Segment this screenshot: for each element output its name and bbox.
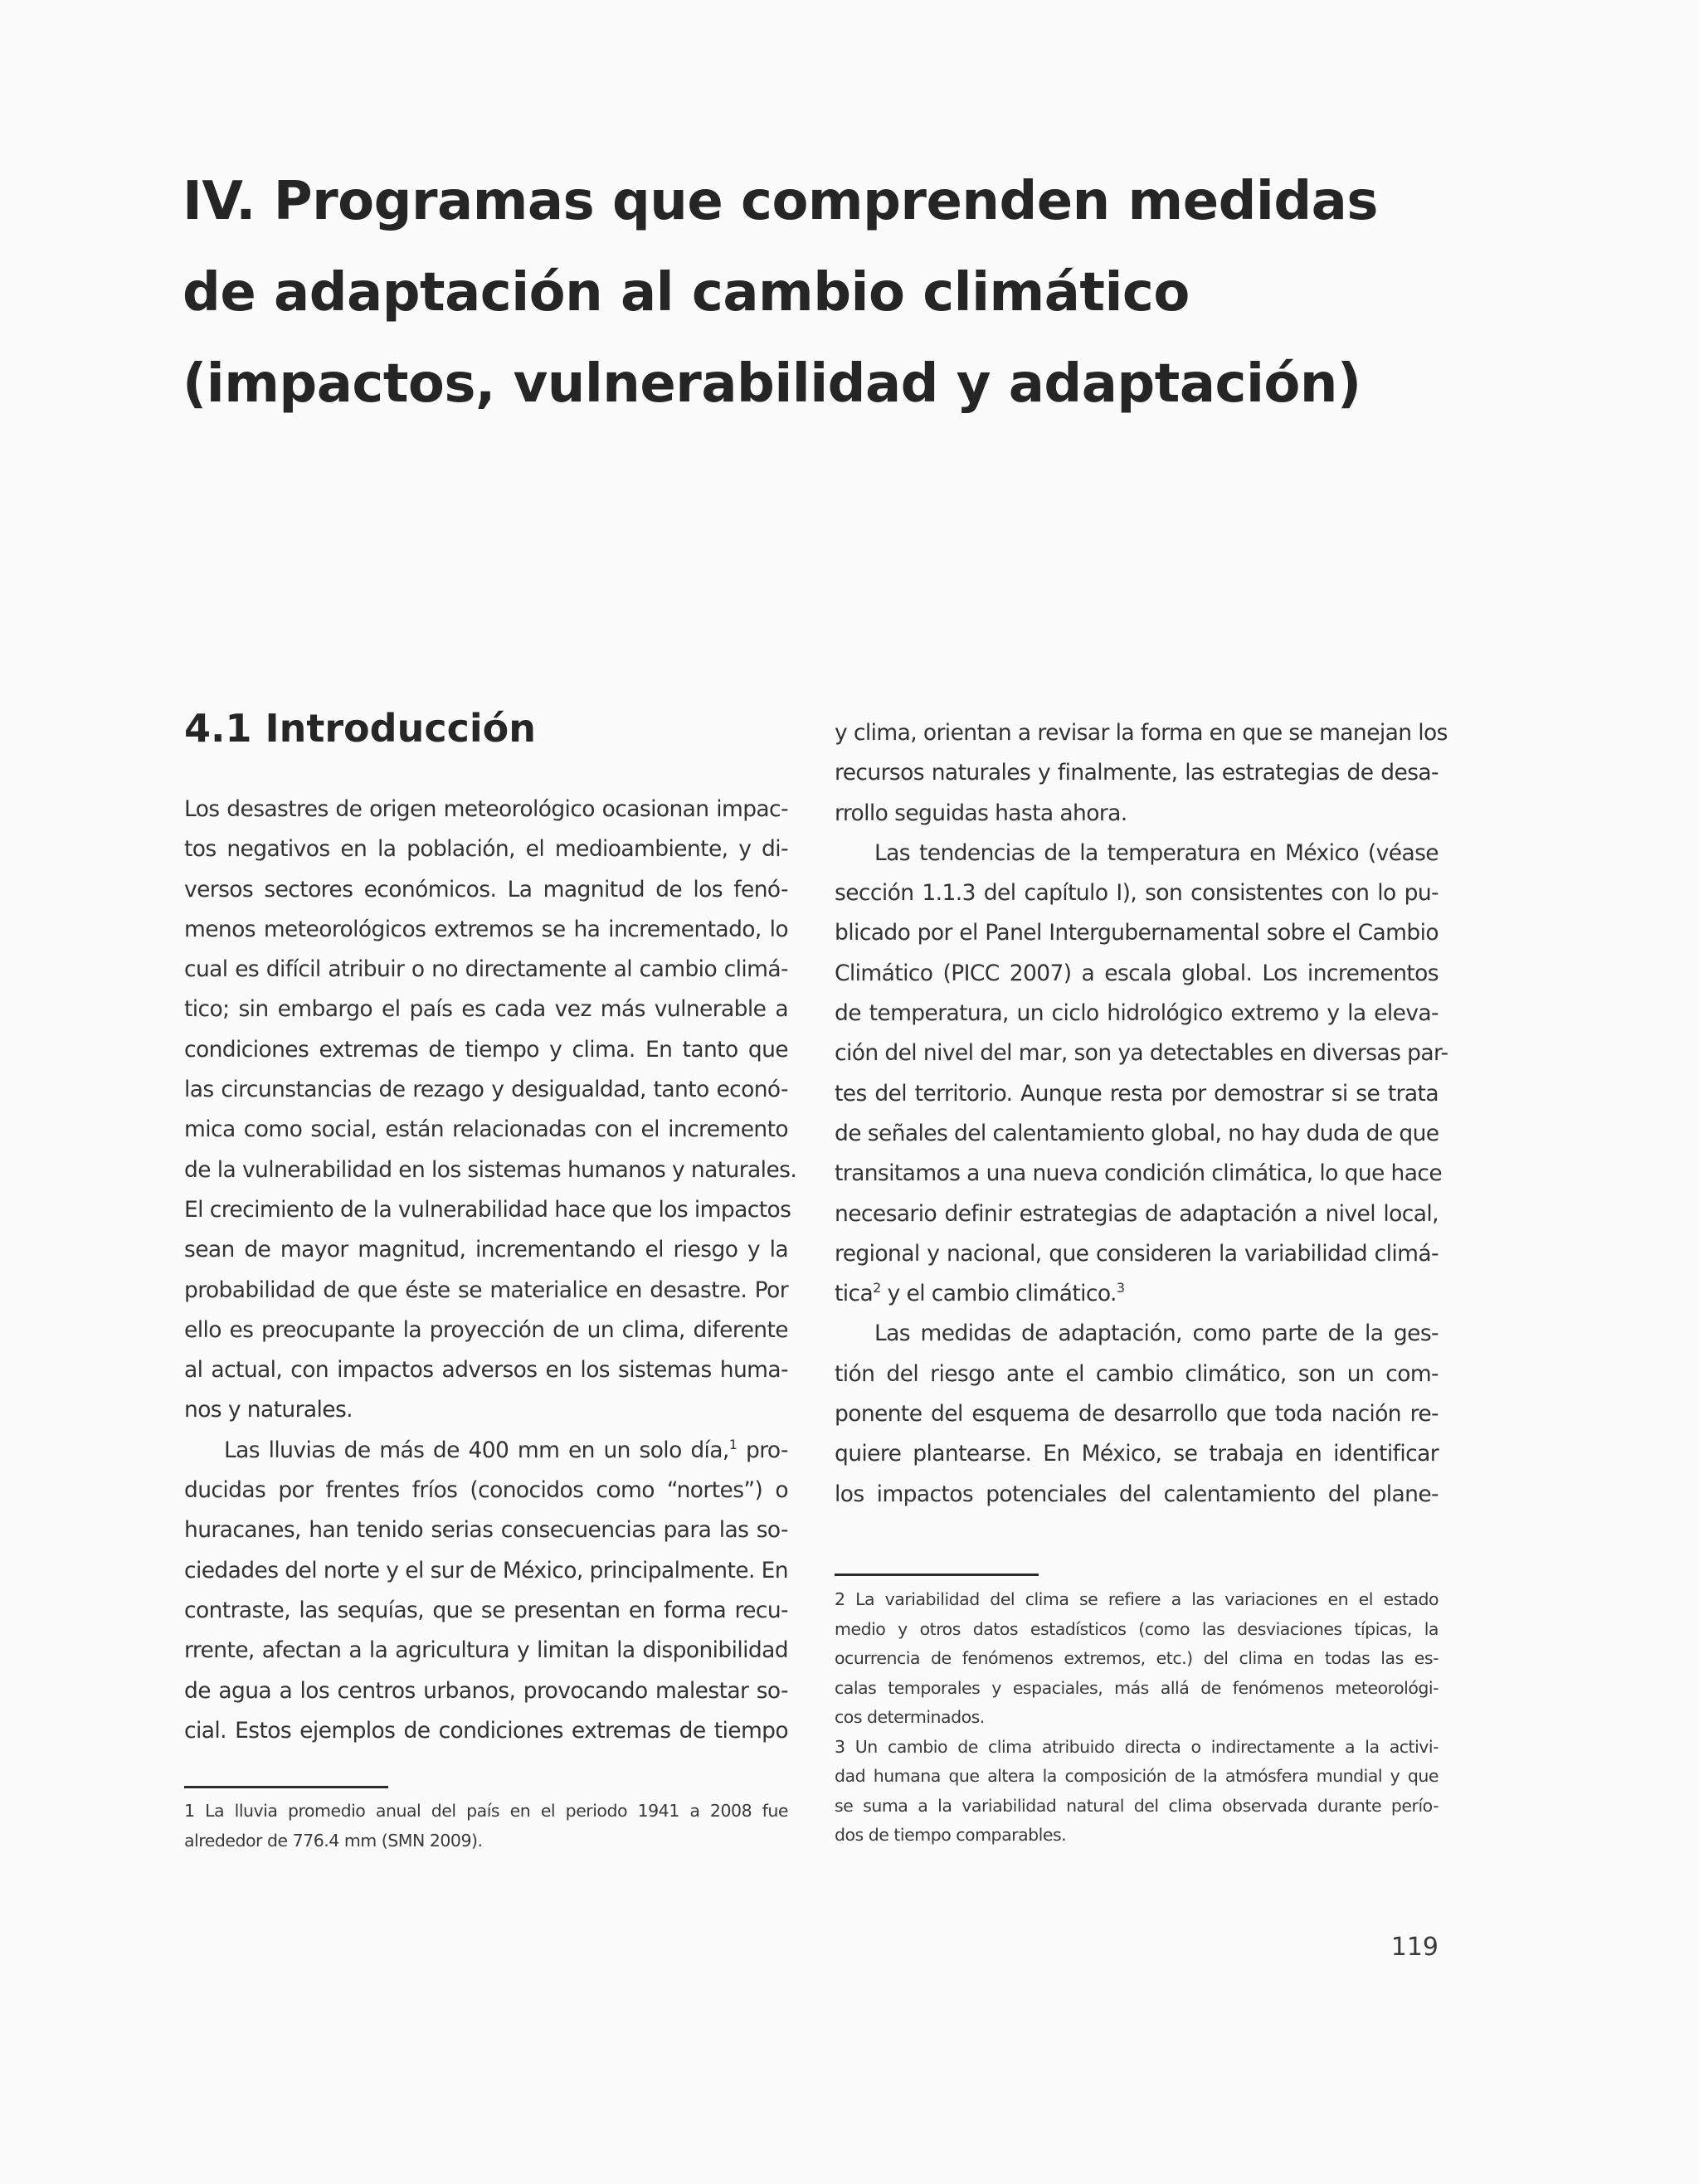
- text-line: las circunstancias de rezago y desigualdad, tanto econó-: [184, 1077, 788, 1103]
- text-line: de señales del calentamiento global, no hay duda de que: [835, 1120, 1439, 1146]
- text-fragment: tica: [835, 1281, 874, 1307]
- footnote-line: medio y otros datos estadísticos (como las desviaciones típicas, la: [835, 1618, 1439, 1639]
- footnote-line: calas temporales y espaciales, más allá de fenómenos meteorológi-: [835, 1677, 1439, 1698]
- text-line: de agua a los centros urbanos, provocando malestar so-: [184, 1677, 788, 1704]
- left-column-text: [184, 790, 797, 1751]
- text-line: al actual, con impactos adversos en los sistemas huma-: [184, 1357, 788, 1384]
- footnote-line: 1 La lluvia promedio anual del país en el periodo 1941 a 2008 fue: [184, 1801, 788, 1821]
- text-line: sección 1.1.3 del capítulo I), son consistentes con lo pu-: [835, 880, 1439, 907]
- footnote-line: se suma a la variabilidad natural del clima observada durante perío-: [835, 1795, 1439, 1816]
- text-line: rrollo seguidas hasta ahora.: [835, 800, 1127, 826]
- text-line: menos meteorológicos extremos se ha incrementado, lo: [184, 916, 788, 942]
- text-line: de la vulnerabilidad en los sistemas humanos y naturales.: [184, 1156, 797, 1183]
- text-line: ciedades del norte y el sur de México, principalmente. En: [184, 1557, 788, 1583]
- chapter-title-line: de adaptación al cambio climático: [183, 262, 1190, 323]
- text-line: mica como social, están relacionadas con el incremento: [184, 1116, 788, 1143]
- footnote-ref-1: 1: [728, 1436, 738, 1452]
- text-fragment: Las lluvias de más de 400 mm en un solo día,: [224, 1437, 729, 1463]
- text-line: ello es preocupante la proyección de un clima, diferente: [184, 1316, 788, 1343]
- text-line: los impactos potenciales del calentamiento del plane-: [835, 1481, 1439, 1507]
- footnote-divider: [835, 1574, 1039, 1576]
- chapter-title-line: IV. Programas que comprenden medidas: [183, 171, 1378, 232]
- footnote-ref-3: 3: [1116, 1280, 1125, 1296]
- text-line: tos negativos en la población, el medioambiente, y di-: [184, 836, 788, 863]
- text-line: sean de mayor magnitud, incrementando el riesgo y la: [184, 1237, 788, 1263]
- footnote-ref-2: 2: [873, 1280, 881, 1296]
- footnote-line: dos de tiempo comparables.: [835, 1825, 1067, 1845]
- text-line: y clima, orientan a revisar la forma en que se manejan los: [835, 720, 1448, 746]
- footnote-line: dad humana que altera la composición de la atmósfera mundial y que: [835, 1766, 1439, 1786]
- text-line: probabilidad de que éste se materialice en desastre. Por: [184, 1277, 788, 1303]
- text-line: rrente, afectan a la agricultura y limitan la disponibilidad: [184, 1637, 788, 1664]
- text-line: tes del territorio. Aunque resta por demostrar si se trata: [835, 1080, 1439, 1107]
- text-fragment: y el cambio climático.: [880, 1281, 1117, 1307]
- footnotes-left: [184, 1797, 788, 1856]
- text-line: Las medidas de adaptación, como parte de la ges-: [874, 1321, 1439, 1347]
- page-number: 119: [1390, 1933, 1439, 1962]
- footnote-line: alrededor de 776.4 mm (SMN 2009).: [184, 1830, 483, 1851]
- text-line: contraste, las sequías, que se presentan en forma recu-: [184, 1597, 788, 1623]
- text-line: Los desastres de origen meteorológico ocasionan impac-: [184, 796, 788, 822]
- right-column-text: [835, 713, 1448, 1515]
- text-line: nos y naturales.: [184, 1397, 353, 1423]
- footnote-divider: [184, 1786, 388, 1788]
- text-line: condiciones extremas de tiempo y clima. En tanto que: [184, 1036, 788, 1063]
- chapter-title-line: (impactos, vulnerabilidad y adaptación): [183, 353, 1361, 415]
- chapter-title: [183, 156, 1477, 430]
- text-line: El crecimiento de la vulnerabilidad hace que los impactos: [184, 1196, 791, 1223]
- text-line: cial. Estos ejemplos de condiciones extremas de tiempo: [184, 1717, 788, 1744]
- text-line: ducidas por frentes fríos (conocidos como “nortes”) o: [184, 1477, 788, 1504]
- text-line: Las tendencias de la temperatura en México (véase: [874, 839, 1439, 866]
- footnotes-right: [835, 1585, 1439, 1851]
- text-line-with-footnotes: [835, 1274, 1439, 1314]
- text-line: de temperatura, un ciclo hidrológico extremo y la eleva-: [835, 1000, 1439, 1027]
- text-line: quiere plantearse. En México, se trabaja en identificar: [835, 1441, 1439, 1467]
- text-fragment: pro-: [737, 1437, 788, 1463]
- text-line: cual es difícil atribuir o no directamente al cambio climá-: [184, 956, 788, 983]
- footnote-line: 2 La variabilidad del clima se refiere a las variaciones en el estado: [835, 1589, 1439, 1609]
- text-line: necesario definir estrategias de adaptación a nivel local,: [835, 1200, 1439, 1227]
- text-line: ción del nivel del mar, son ya detectables en diversas par-: [835, 1040, 1448, 1067]
- text-line: regional y nacional, que consideren la variabilidad climá-: [835, 1240, 1439, 1267]
- footnote-line: ocurrencia de fenómenos extremos, etc.) del clima en todas las es-: [835, 1648, 1439, 1668]
- text-line: recursos naturales y finalmente, las estrategias de desa-: [835, 760, 1439, 786]
- text-line: transitamos a una nueva condición climática, lo que hace: [835, 1160, 1443, 1187]
- text-line: blicado por el Panel Intergubernamental sobre el Cambio: [835, 920, 1439, 946]
- text-line: tico; sin embargo el país es cada vez más vulnerable a: [184, 996, 788, 1023]
- text-line-with-footnote: [184, 1431, 788, 1471]
- section-heading: 4.1 Introducción: [184, 706, 536, 751]
- text-line: tión del riesgo ante el cambio climático, son un com-: [835, 1360, 1439, 1387]
- footnote-line: cos determinados.: [835, 1707, 985, 1727]
- text-line: ponente del esquema de desarrollo que toda nación re-: [835, 1401, 1439, 1428]
- footnote-line: 3 Un cambio de clima atribuido directa o indirectamente a la activi-: [835, 1736, 1439, 1757]
- text-line: huracanes, han tenido serias consecuencias para las so-: [184, 1517, 788, 1544]
- text-line: Climático (PICC 2007) a escala global. Los incrementos: [835, 960, 1439, 986]
- text-line: versos sectores económicos. La magnitud de los fenó-: [184, 876, 788, 902]
